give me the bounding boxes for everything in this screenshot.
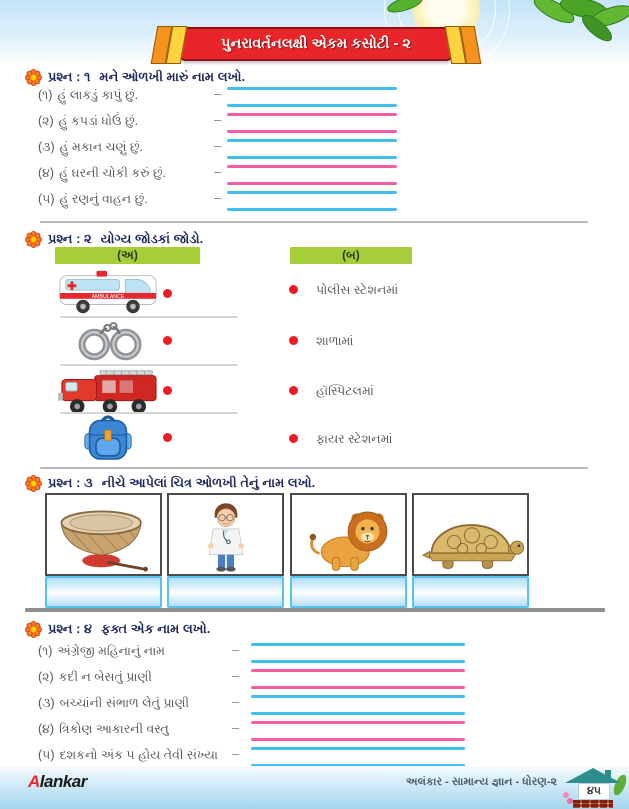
- item-text: કદી ન બેસતું પ્રાણી: [58, 669, 152, 684]
- match-dot-a3[interactable]: [163, 386, 172, 395]
- match-dot-b4[interactable]: [289, 434, 298, 443]
- q3-prompt: નીચે આપેલાં ચિત્ર ઓળખી તેનું નામ લખો.: [101, 475, 316, 490]
- drum-image: [52, 500, 156, 574]
- item-number: (૫): [38, 747, 55, 762]
- footer: [0, 766, 629, 809]
- dash: –: [232, 720, 240, 735]
- picture-box-tortoise: [412, 493, 529, 576]
- q4-answer-field-4[interactable]: [251, 716, 465, 742]
- item-number: (૪): [38, 721, 55, 736]
- q1-item-3: [38, 134, 598, 160]
- q2-header: [25, 230, 203, 248]
- section-divider-thick: [25, 608, 605, 612]
- q4-item-3: [38, 690, 598, 716]
- dash: –: [232, 746, 240, 761]
- q3-label: પ્રશ્ન : ૩: [48, 475, 93, 490]
- q4-label: પ્રશ્ન : ૪: [48, 621, 93, 636]
- item-text: હું લાકડું કાપું છું.: [57, 87, 139, 102]
- match-option-2: શાળામાં: [316, 334, 354, 348]
- q1-answer-field-5[interactable]: [227, 186, 397, 212]
- q1-item-4: [38, 160, 598, 186]
- q4-item-2: [38, 664, 598, 690]
- item-number: (૧): [38, 643, 53, 658]
- tortoise-image: [418, 510, 524, 574]
- item-text: હું મકાન ચણું છું.: [59, 139, 144, 154]
- handcuffs-image: [64, 320, 156, 362]
- item-text: ત્રિકોણ આકારની વસ્તુ: [59, 721, 169, 736]
- q4-item-5: [38, 742, 598, 768]
- q2-label: પ્રશ્ન : ૨: [48, 231, 92, 246]
- item-text: બચ્ચાંની સંભાળ લેતું પ્રાણી: [59, 695, 190, 710]
- q1-answer-field-3[interactable]: [227, 134, 397, 160]
- page-number-house-icon: [565, 768, 621, 808]
- dash: –: [232, 668, 240, 683]
- column-b-header: (બ): [290, 247, 412, 264]
- q4-item-1: [38, 638, 598, 664]
- lion-image: [299, 500, 399, 574]
- q4-item-4: [38, 716, 598, 742]
- picture-box-drum: [45, 493, 162, 576]
- q4-answer-field-3[interactable]: [251, 690, 465, 716]
- book-series-label: અલંકાર - સામાન્ય જ્ઞાન - ધોરણ-૨: [406, 776, 557, 788]
- page-title: પુનરાવર્તનલક્ષી એકમ કસોટી - ૨: [221, 36, 411, 52]
- q3-answer-box-4[interactable]: [412, 576, 529, 608]
- ambulance-image: [58, 268, 158, 318]
- match-option-1: પોલીસ સ્ટેશનમાં: [316, 283, 399, 297]
- item-number: (૨): [38, 113, 54, 128]
- q4-header: [25, 620, 210, 638]
- flower-dot: [567, 798, 573, 804]
- column-a-header: (અ): [55, 247, 200, 264]
- match-dot-b3[interactable]: [289, 386, 298, 395]
- leaf-decoration-icon: [383, 0, 429, 18]
- dash: –: [232, 694, 240, 709]
- section-divider: [40, 467, 588, 469]
- house-roof: [565, 768, 621, 783]
- item-number: (૫): [38, 191, 55, 206]
- page-number: ૪૫: [578, 783, 610, 800]
- section-divider: [40, 221, 588, 223]
- q1-prompt: મને ઓળખી મારું નામ લખો.: [99, 69, 246, 84]
- q2-prompt: યોગ્ય જોડકાં જોડો.: [100, 231, 204, 246]
- q1-answer-field-4[interactable]: [227, 160, 397, 186]
- row-divider: [60, 316, 238, 318]
- star-icon: [25, 231, 42, 248]
- leaves-decoration-icon: [499, 0, 629, 46]
- dash: –: [214, 86, 222, 101]
- item-number: (૧): [38, 87, 53, 102]
- q3-answer-box-2[interactable]: [167, 576, 284, 608]
- star-icon: [25, 475, 42, 492]
- dash: –: [232, 642, 240, 657]
- q1-answer-field-2[interactable]: [227, 108, 397, 134]
- publisher-logo: Alankar: [28, 772, 87, 791]
- dash: –: [214, 112, 222, 127]
- item-text: અંગ્રેજી મહિનાનું નામ: [57, 643, 165, 658]
- match-dot-a2[interactable]: [163, 336, 172, 345]
- item-number: (૨): [38, 669, 54, 684]
- item-text: હું ઘરની ચોકી કરું છું.: [59, 165, 167, 180]
- star-icon: [25, 69, 42, 86]
- q3-header: [25, 474, 315, 492]
- item-number: (૩): [38, 695, 55, 710]
- star-icon: [25, 621, 42, 638]
- q4-answer-field-5[interactable]: [251, 742, 465, 768]
- q3-answer-box-3[interactable]: [290, 576, 407, 608]
- school-bag-image: [80, 414, 136, 464]
- fire-truck-image: [56, 366, 160, 416]
- q1-header: [25, 68, 245, 86]
- q3-answer-box-1[interactable]: [45, 576, 162, 608]
- item-number: (૩): [38, 139, 55, 154]
- q4-answer-field-2[interactable]: [251, 664, 465, 690]
- row-divider: [60, 412, 238, 414]
- match-dot-b1[interactable]: [289, 285, 298, 294]
- q4-answer-field-1[interactable]: [251, 638, 465, 664]
- svg-text:AMBULANCE: AMBULANCE: [91, 294, 125, 300]
- q1-label: પ્રશ્ન : ૧: [48, 69, 91, 84]
- match-dot-b2[interactable]: [289, 336, 298, 345]
- match-option-4: ફાયર સ્ટેશનમાં: [316, 432, 393, 446]
- picture-box-lion: [290, 493, 407, 576]
- house-bricks: [573, 800, 613, 808]
- q4-prompt: ફક્ત એક નામ લખો.: [101, 621, 211, 636]
- picture-box-doctor: [167, 493, 284, 576]
- dash: –: [214, 138, 222, 153]
- q1-answer-field-1[interactable]: [227, 82, 397, 108]
- item-text: હું રણનું વાહન છું.: [59, 191, 148, 206]
- row-divider: [60, 364, 238, 366]
- match-dot-a4[interactable]: [163, 433, 172, 442]
- doctor-image: [197, 500, 255, 574]
- match-dot-a1[interactable]: [163, 289, 172, 298]
- item-text: હું કપડાં ધોઉં છું.: [58, 113, 139, 128]
- q1-item-5: [38, 186, 598, 212]
- title-banner: [180, 27, 452, 61]
- dash: –: [214, 164, 222, 179]
- match-option-3: હૉસ્પિટલમાં: [316, 384, 374, 398]
- q1-item-2: [38, 108, 598, 134]
- dash: –: [214, 190, 222, 205]
- item-text: દશકનો અંક ૫ હોય તેવી સંખ્યા: [59, 747, 218, 762]
- flower-dot: [563, 792, 569, 798]
- house-chimney: [605, 770, 611, 779]
- item-number: (૪): [38, 165, 55, 180]
